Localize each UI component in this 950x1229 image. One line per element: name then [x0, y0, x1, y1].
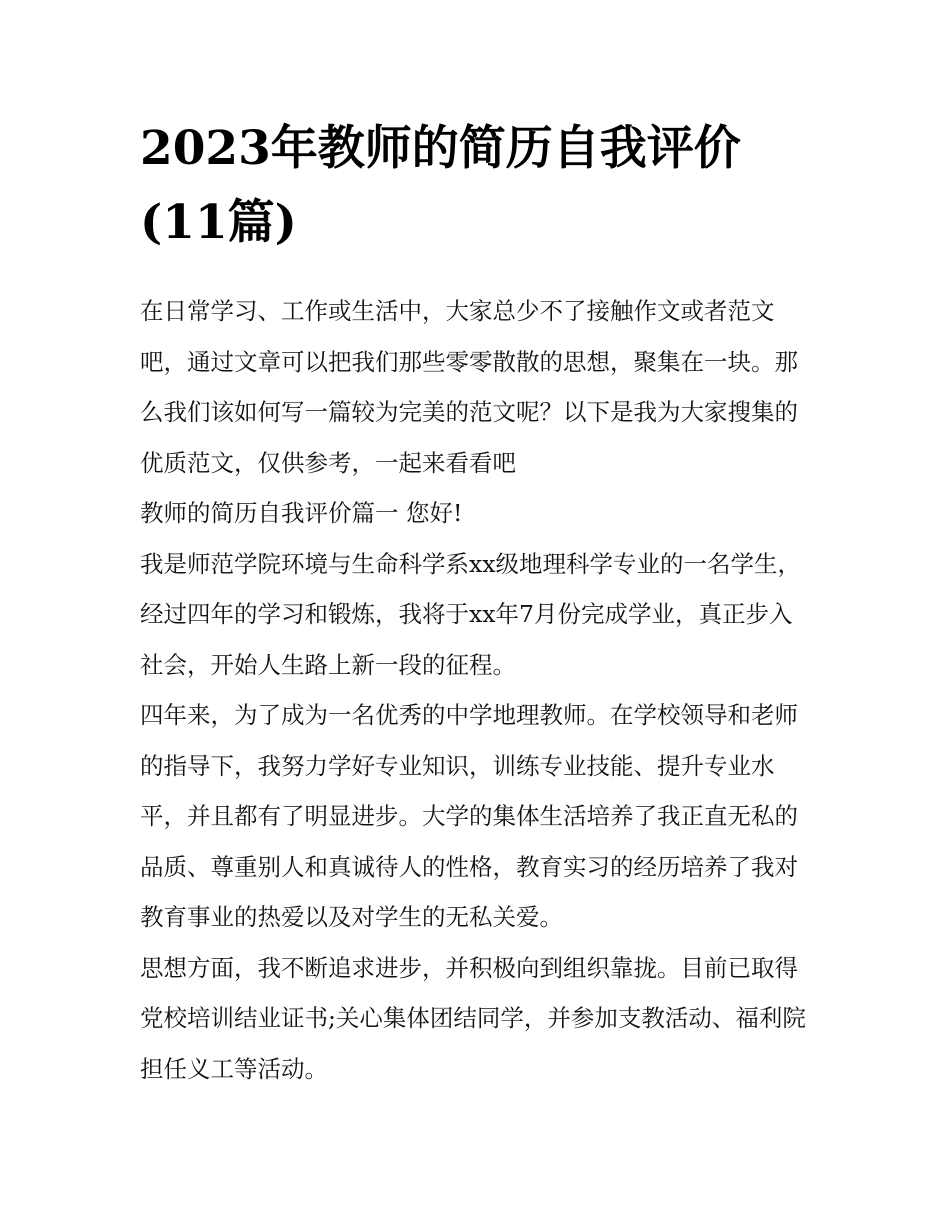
document-page: [140, 112, 815, 1094]
paragraph-intro: 在日常学习、工作或生活中，大家总少不了接触作文或者范文吧，通过文章可以把我们那些零零散散的思想，聚集在一块。那么我们该如何写一篇较为完美的范文呢？以下是我为大家搜集的优质范文，仅供参考，一起来看看吧: [140, 297, 798, 477]
paragraph-self-intro: 我是师范学院环境与生命科学系xx级地理科学专业的一名学生，经过四年的学习和锻炼，我将于xx年7月份完成学业，真正步入社会，开始人生路上新一段的征程。: [140, 549, 802, 679]
paragraph-ideology: 思想方面，我不断追求进步，并积极向到组织靠拢。目前已取得党校培训结业证书;关心集体团结同学，并参加支教活动、福利院担任义工等活动。: [140, 953, 806, 1083]
document-body: [140, 286, 815, 1094]
paragraph-four-years: 四年来，为了成为一名优秀的中学地理教师。在学校领导和老师的指导下，我努力学好专业知识，训练专业技能、提升专业水平，并且都有了明显进步。大学的集体生活培养了我正直无私的品质、尊重别人和真诚待人的性格，教育实习的经历培养了我对教育事业的热爱以及对学生的无私关爱。: [140, 701, 798, 931]
document-title: 2023年教师的简历自我评价(11篇): [140, 121, 741, 250]
paragraph-section-heading: 教师的简历自我评价篇一 您好!: [140, 499, 463, 527]
